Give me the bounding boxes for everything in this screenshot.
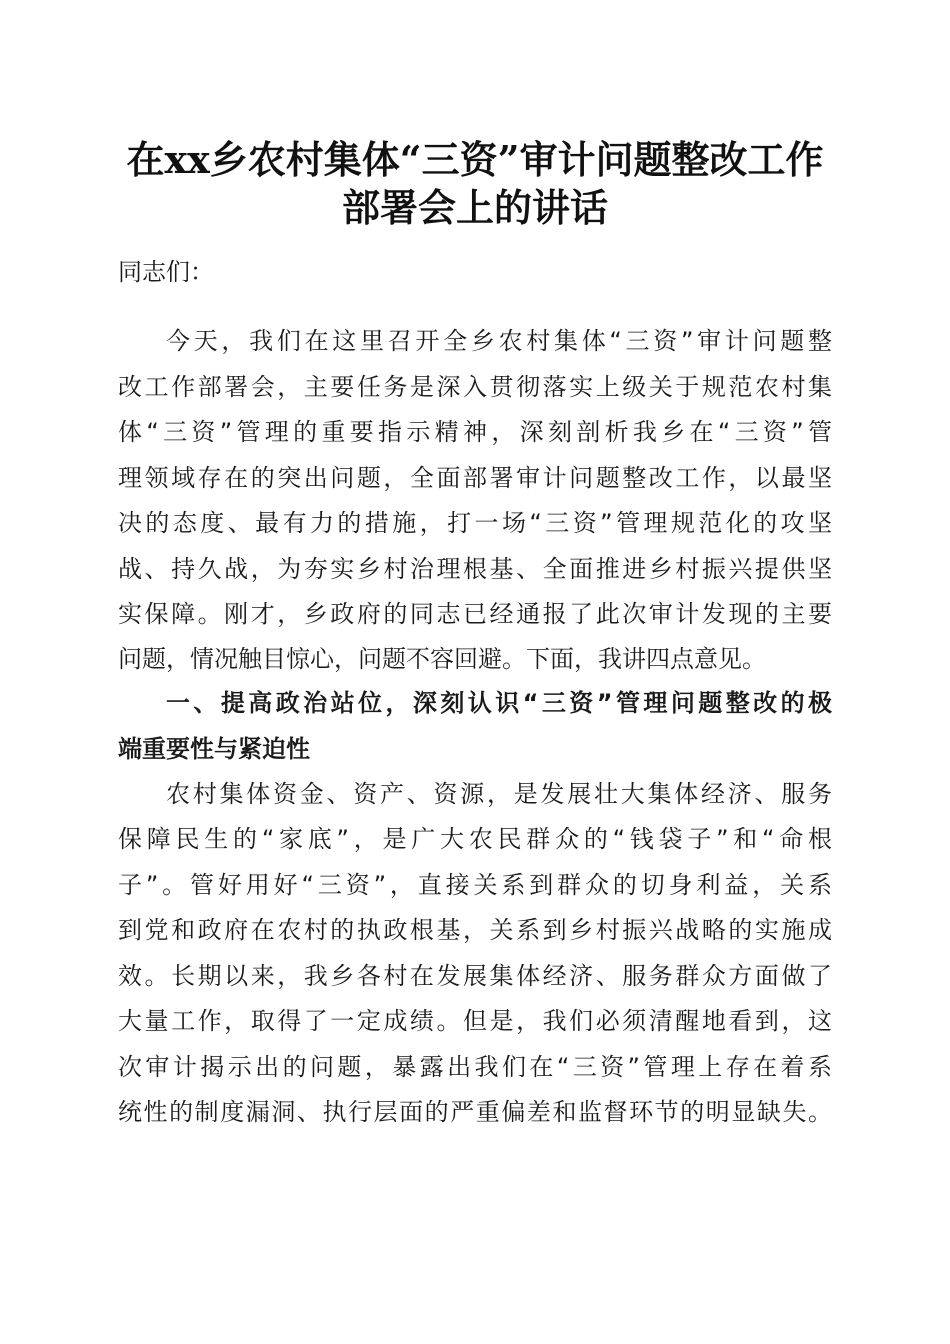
paragraph-1-line: 体“三资”管理的重要指示精神，深刻剖析我乡在“三资”管 xyxy=(118,418,832,446)
paragraph-2-line: 子”。管好用好“三资”，直接关系到群众的切身利益，关系 xyxy=(118,871,832,899)
paragraph-1-line: 实保障。刚才，乡政府的同志已经通报了此次审计发现的主要 xyxy=(118,600,832,628)
paragraph-1-line: 理领域存在的突出问题，全面部署审计问题整改工作，以最坚 xyxy=(118,464,832,492)
paragraph-2-line: 到党和政府在农村的执政根基，关系到乡村振兴战略的实施成 xyxy=(118,916,832,944)
paragraph-1-line: 今天，我们在这里召开全乡农村集体“三资”审计问题整 xyxy=(166,327,832,355)
paragraph-2-line: 大量工作，取得了一定成绩。但是，我们必须清醒地看到，这 xyxy=(118,1007,832,1035)
paragraph-1-line: 改工作部署会，主要任务是深入贯彻落实上级关于规范农村集 xyxy=(118,373,832,401)
salutation: 同志们： xyxy=(118,258,214,286)
section-heading-1-cont: 端重要性与紧迫性 xyxy=(118,735,310,763)
document-title-line-1: 在xx乡农村集体“三资”审计问题整改工作 xyxy=(126,137,824,182)
document-title-line-2: 部署会上的讲话 xyxy=(341,185,608,230)
paragraph-2-line: 统性的制度漏洞、执行层面的严重偏差和监督环节的明显缺失。 xyxy=(118,1098,832,1126)
paragraph-1-line: 问题，情况触目惊心，问题不容回避。下面，我讲四点意见。 xyxy=(118,645,766,673)
paragraph-2-line: 农村集体资金、资产、资源，是发展壮大集体经济、服务 xyxy=(166,780,832,808)
paragraph-1-line: 决的态度、最有力的措施，打一场“三资”管理规范化的攻坚 xyxy=(118,509,832,537)
paragraph-2-line: 效。长期以来，我乡各村在发展集体经济、服务群众方面做了 xyxy=(118,962,832,990)
paragraph-2-line: 次审计揭示出的问题，暴露出我们在“三资”管理上存在着系 xyxy=(118,1053,832,1081)
section-heading-1: 一、提高政治站位，深刻认识“三资”管理问题整改的极 xyxy=(166,689,832,717)
paragraph-1-line: 战、持久战，为夯实乡村治理根基、全面推进乡村振兴提供坚 xyxy=(118,555,832,583)
paragraph-2-line: 保障民生的“家底”，是广大农民群众的“钱袋子”和“命根 xyxy=(118,825,832,853)
